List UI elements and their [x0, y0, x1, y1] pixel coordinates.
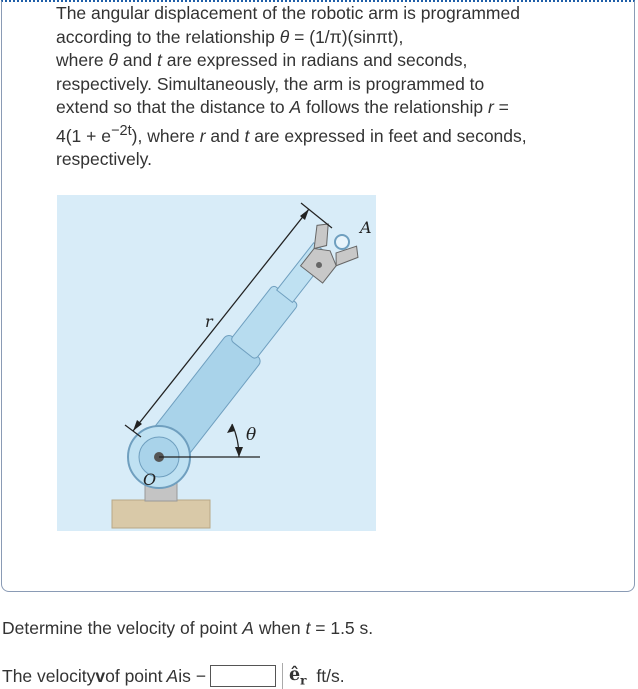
unit-vector-er: $ê_r$: [288, 664, 307, 688]
question-text: Determine the velocity of point A when t = 1.5 s.: [2, 618, 374, 638]
answer-prefix: The velocity: [2, 665, 96, 686]
answer-point: A: [166, 665, 179, 686]
answer-suffix: is −: [178, 665, 206, 686]
problem-line: respectively. Simultaneously, the arm is programmed to: [56, 73, 485, 94]
robot-arm-diagram: [57, 195, 376, 531]
problem-statement: [56, 2, 616, 171]
answer-mid: of point: [105, 665, 163, 686]
divider: [282, 663, 283, 689]
point-a-marker: [335, 235, 349, 249]
label-o: O: [143, 470, 157, 489]
problem-card: [1, 0, 635, 592]
problem-line: extend so that the distance to A follows the relationship r =: [56, 97, 509, 117]
problem-line: respectively.: [56, 148, 152, 169]
units-label: ft/s.: [316, 665, 345, 686]
robot-arm-figure: [57, 195, 376, 531]
base-block: [112, 500, 210, 528]
velocity-symbol: v: [95, 665, 106, 686]
problem-line: $4(1 + e^{-2t})$, where r and t are expressed in feet and seconds,: [56, 122, 527, 146]
label-r: r: [205, 312, 213, 331]
problem-line: according to the relationship θ = (1/π)(sinπt),: [56, 26, 404, 47]
problem-line: where θ and t are expressed in radians and seconds,: [56, 50, 468, 70]
problem-line: The angular displacement of the robotic arm is programmed: [56, 3, 520, 23]
answer-row: [2, 663, 345, 689]
label-theta: θ: [246, 425, 257, 445]
label-a: A: [360, 218, 372, 237]
velocity-answer-input[interactable]: [210, 665, 276, 687]
